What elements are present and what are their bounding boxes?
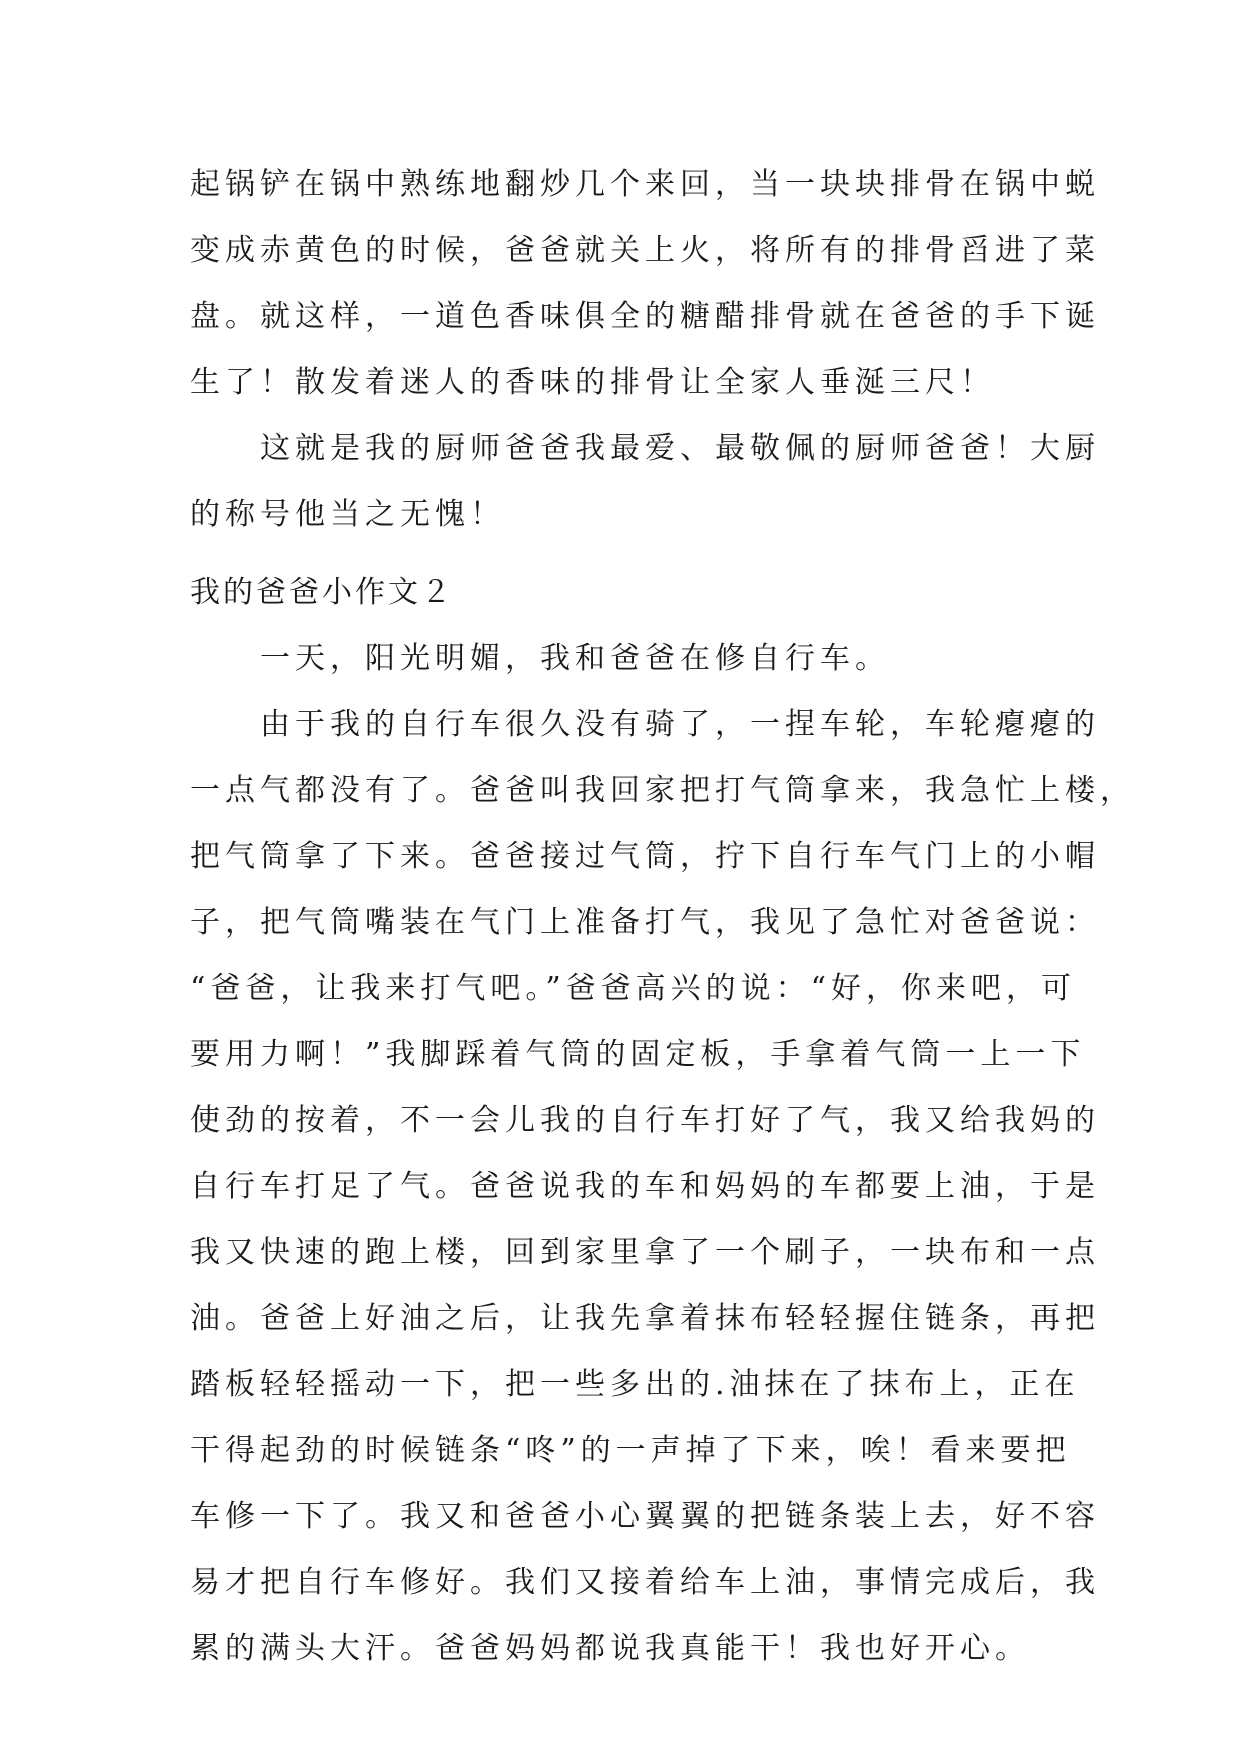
paragraph-line: 油。爸爸上好油之后，让我先拿着抹布轻轻握住链条，再把: [190, 1301, 1100, 1336]
paragraph-line: 我又快速的跑上楼，回到家里拿了一个刷子，一块布和一点: [190, 1235, 1100, 1270]
paragraph-line: 累的满头大汗。爸爸妈妈都说我真能干！我也好开心。: [190, 1631, 1030, 1666]
paragraph-line: 自行车打足了气。爸爸说我的车和妈妈的车都要上油，于是: [190, 1169, 1100, 1204]
section-2: [190, 560, 1135, 1682]
paragraph-line: 踏板轻轻摇动一下，把一些多出的.油抹在了抹布上，正在: [190, 1367, 1080, 1402]
paragraph-line: “爸爸，让我来打气吧。”爸爸高兴的说：“好，你来吧，可: [190, 971, 1077, 1006]
paragraph-line: 易才把自行车修好。我们又接着给车上油，事情完成后，我: [190, 1565, 1100, 1600]
paragraph-line: 变成赤黄色的时候，爸爸就关上火，将所有的排骨舀进了菜: [190, 233, 1100, 268]
paragraph-line: 车修一下了。我又和爸爸小心翼翼的把链条装上去，好不容: [190, 1499, 1100, 1534]
section-1-text: [190, 152, 1100, 548]
paragraph-line: 的称号他当之无愧！: [190, 497, 505, 532]
paragraph-line: 干得起劲的时候链条“咚”的一声掉了下来，唉！看来要把: [190, 1433, 1071, 1468]
section-title: 我的爸爸小作文２: [190, 575, 454, 610]
paragraph-line: 要用力啊！”我脚踩着气筒的固定板，手拿着气筒一上一下: [190, 1037, 1086, 1072]
paragraph-line: 盘。就这样，一道色香味俱全的糖醋排骨就在爸爸的手下诞: [190, 299, 1100, 334]
paragraph-line: 把气筒拿了下来。爸爸接过气筒，拧下自行车气门上的小帽: [190, 839, 1100, 874]
paragraph-line: 这就是我的厨师爸爸我最爱、最敬佩的厨师爸爸！大厨: [190, 431, 1100, 466]
paragraph-line: 一点气都没有了。爸爸叫我回家把打气筒拿来，我急忙上楼，: [190, 773, 1135, 808]
paragraph-line: 由于我的自行车很久没有骑了，一捏车轮，车轮瘪瘪的: [190, 707, 1100, 742]
paragraph-line: 一天，阳光明媚，我和爸爸在修自行车。: [190, 641, 890, 676]
paragraph-line: 子，把气筒嘴装在气门上准备打气，我见了急忙对爸爸说：: [190, 905, 1100, 940]
paragraph-line: 生了！散发着迷人的香味的排骨让全家人垂涎三尺！: [190, 365, 995, 400]
paragraph-line: 使劲的按着，不一会儿我的自行车打好了气，我又给我妈的: [190, 1103, 1100, 1138]
paragraph-line: 起锅铲在锅中熟练地翻炒几个来回，当一块块排骨在锅中蜕: [190, 167, 1100, 202]
